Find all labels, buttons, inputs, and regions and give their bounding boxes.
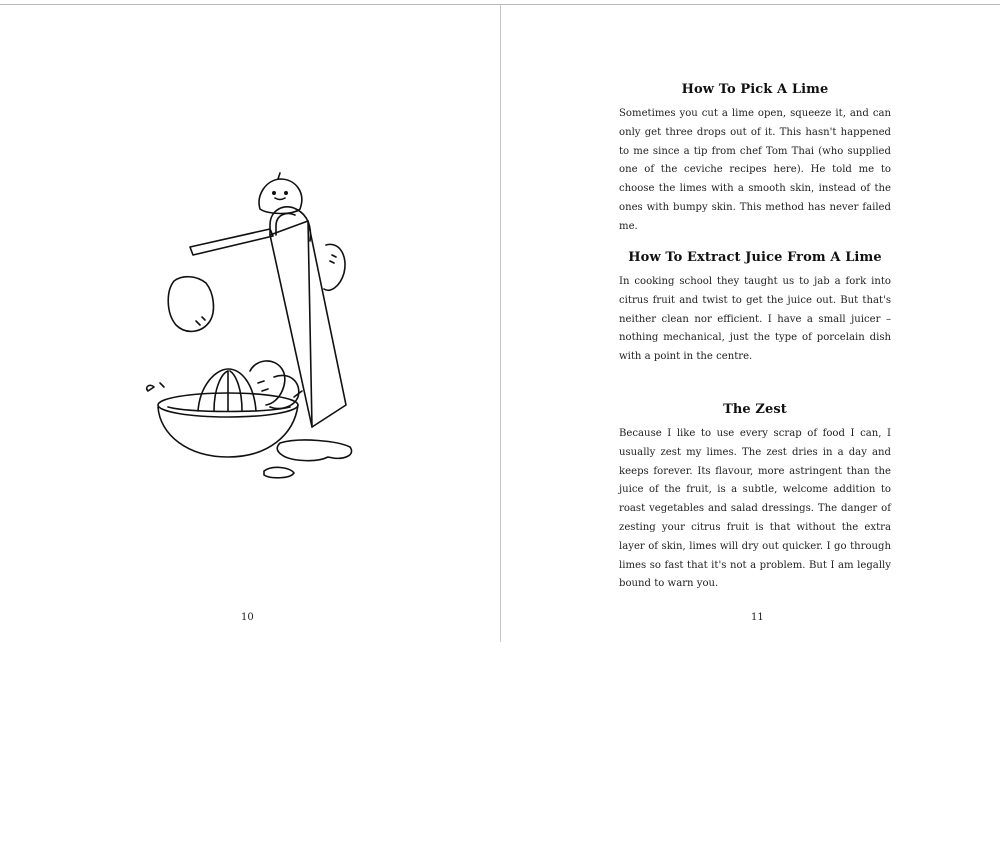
section-how-to-extract-juice — [619, 250, 891, 367]
page-number-left: 10 — [241, 612, 254, 623]
section-title: How To Pick A Lime — [681, 82, 829, 97]
section-title: The Zest — [723, 402, 787, 417]
section-body: Sometimes you cut a lime open, squeeze it, and can only get three drops out of it. This hasn't happened to me since a tip from chef Tom Thai (who supplied one of the ceviche recipes here). He told me to choose the limes with a smooth skin, instead of the ones with bumpy skin. This method has never failed me. — [619, 108, 891, 232]
right-page — [501, 5, 1000, 642]
lime-juicer-illustration — [130, 165, 370, 485]
section-body: Because I like to use every scrap of food I can, I usually zest my limes. The zest dries in a day and keeps forever. Its flavour, more astringent than the juice of the fruit, is a subtle, welcome addition to roast vegetables and salad dressings. The danger of zesting your citrus fruit is that without the extra layer of skin, limes will dry out quicker. I go through limes so fast that it's not a problem. But I am legally bound to warn you. — [619, 428, 891, 590]
section-body: In cooking school they taught us to jab a fork into citrus fruit and twist to get the juice out. But that's neither clean nor efficient. I have a small juicer – nothing mechanical, just the type of porcelain dish with a point in the centre. — [619, 276, 891, 363]
page-number-right: 11 — [751, 612, 764, 623]
section-the-zest — [619, 402, 891, 594]
left-page — [0, 5, 500, 642]
section-title: How To Extract Juice From A Lime — [628, 250, 882, 265]
section-how-to-pick-a-lime — [619, 82, 891, 237]
